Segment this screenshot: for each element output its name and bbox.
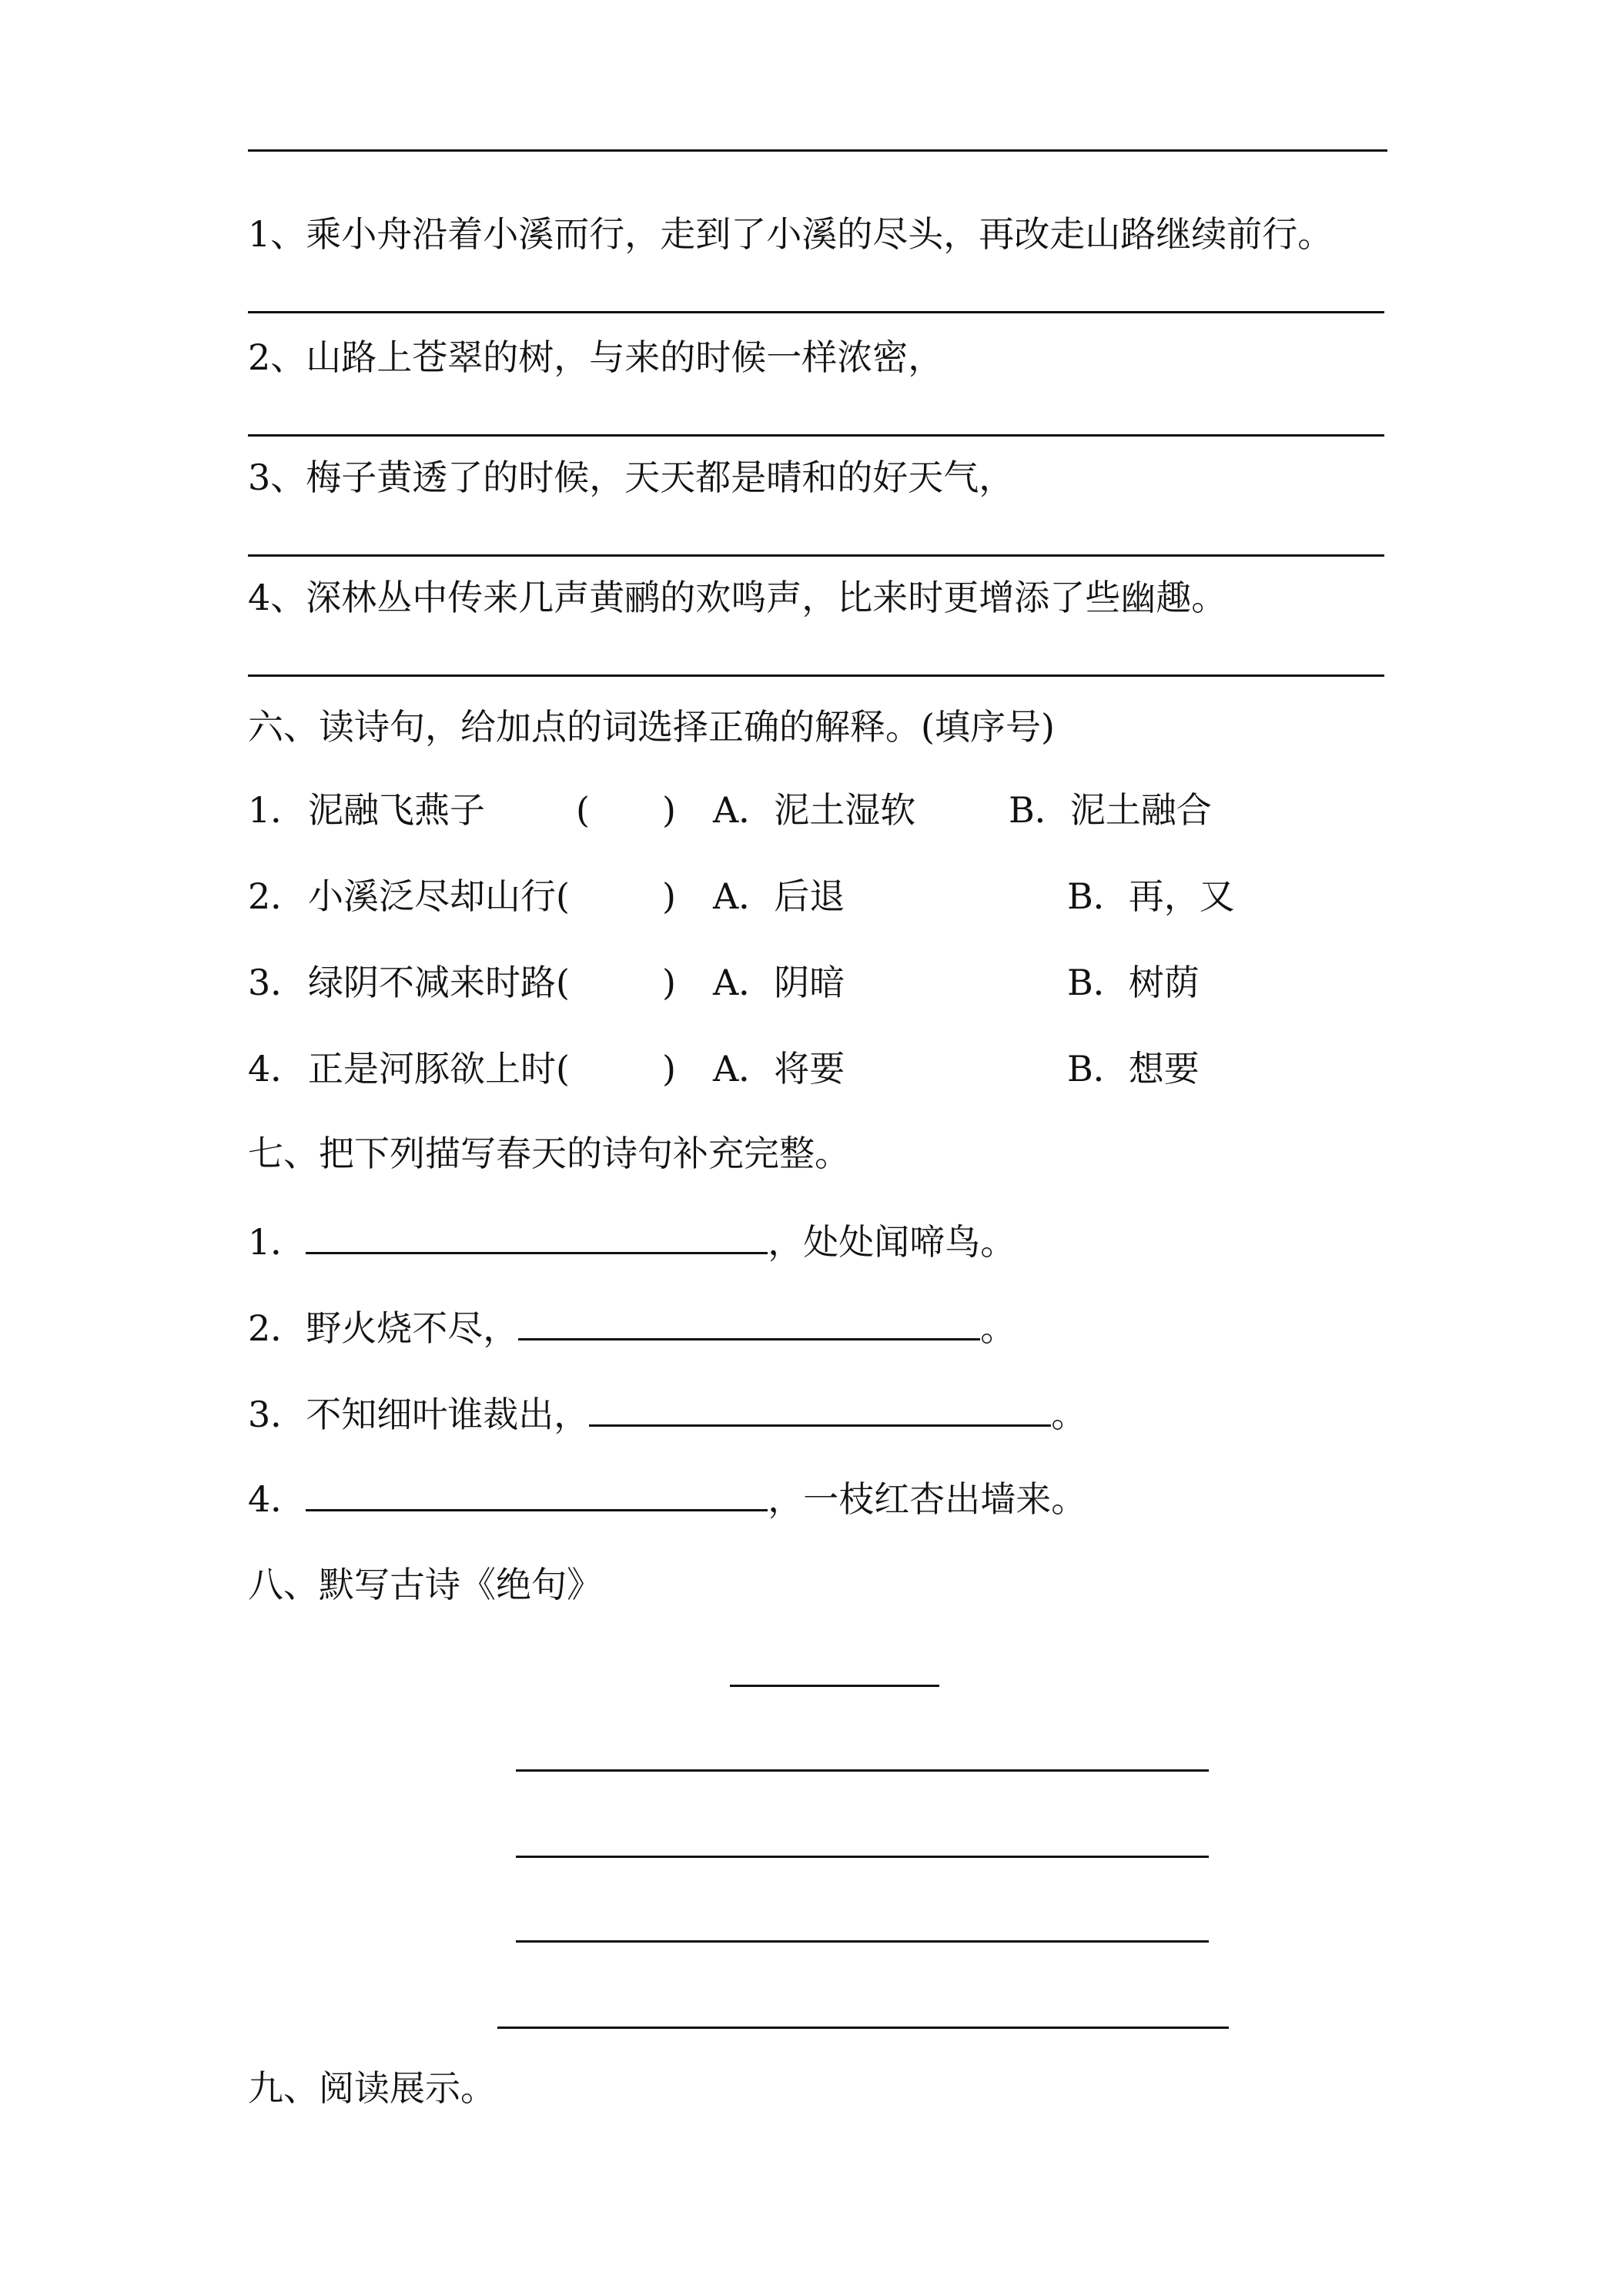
- fill-item-2: [248, 1304, 1016, 1351]
- before-text: 不知细叶谁裁出，: [306, 1394, 590, 1435]
- fill-item-4: [248, 1475, 1086, 1522]
- option-a: A．将要: [713, 1048, 845, 1089]
- fill-item-1: [248, 1218, 1016, 1265]
- answer-paren-close[interactable]: ): [662, 789, 676, 831]
- poem-line: 正是河豚欲上时(: [308, 1048, 570, 1089]
- sentence-2: 2、山路上苍翠的树，与来的时候一样浓密，: [248, 336, 944, 378]
- sentence-3: 3、梅子黄透了的时候，天天都是晴和的好天气，: [248, 457, 1015, 498]
- option-b: B．想要: [1067, 1048, 1200, 1089]
- option-b: B．再，又: [1067, 875, 1235, 917]
- answer-paren-close[interactable]: ): [662, 875, 676, 917]
- sentence-4: 4、深林丛中传来几声黄鹂的欢鸣声，比来时更增添了些幽趣。: [248, 577, 1227, 618]
- answer-line-2[interactable]: [248, 434, 1384, 437]
- fill-blank[interactable]: [306, 1475, 768, 1511]
- answer-paren-close[interactable]: ): [662, 962, 676, 1003]
- poem-line: 泥融飞燕子: [308, 789, 485, 831]
- question-number: 2．: [248, 875, 306, 917]
- fill-blank[interactable]: [306, 1218, 768, 1254]
- section-6-title: 六、读诗句，给加点的词选择正确的解释。(填序号): [248, 706, 1055, 748]
- poem-line: 小溪泛尽却山行(: [308, 875, 570, 917]
- answer-line-top[interactable]: [248, 149, 1387, 152]
- after-text: 。: [1051, 1394, 1087, 1435]
- fill-blank[interactable]: [518, 1304, 980, 1340]
- poem-line-1[interactable]: [516, 1769, 1209, 1772]
- option-a: A．后退: [713, 875, 845, 917]
- answer-line-3[interactable]: [248, 554, 1384, 557]
- section-8-title: 八、默写古诗《绝句》: [248, 1564, 602, 1605]
- item-number: 2．: [248, 1307, 306, 1349]
- poem-line-4[interactable]: [497, 2027, 1229, 2029]
- poem-line: 绿阴不减来时路(: [308, 962, 570, 1003]
- answer-paren-open[interactable]: (: [576, 789, 590, 831]
- option-a: A．泥土湿软: [713, 789, 916, 831]
- fill-blank[interactable]: [589, 1391, 1051, 1427]
- poem-line-2[interactable]: [516, 1856, 1209, 1858]
- question-number: 4．: [248, 1048, 306, 1089]
- item-number: 3．: [248, 1394, 306, 1435]
- section-7-title: 七、把下列描写春天的诗句补充完整。: [248, 1133, 850, 1174]
- after-text: ，一枝红杏出墙来。: [768, 1478, 1087, 1520]
- sentence-1: 1、乘小舟沿着小溪而行，走到了小溪的尽头，再改走山路继续前行。: [248, 213, 1334, 255]
- after-text: 。: [980, 1307, 1016, 1349]
- option-b: B．树荫: [1067, 962, 1200, 1003]
- question-number: 3．: [248, 962, 306, 1003]
- item-number: 4．: [248, 1478, 306, 1520]
- question-number: 1．: [248, 789, 306, 831]
- item-number: 1．: [248, 1221, 306, 1263]
- answer-paren-close[interactable]: ): [662, 1048, 676, 1089]
- section-9-title: 九、阅读展示。: [248, 2067, 496, 2109]
- option-b: B．泥土融合: [1009, 789, 1212, 831]
- before-text: 野火烧不尽，: [306, 1307, 519, 1349]
- poem-line-3[interactable]: [516, 1940, 1209, 1943]
- option-a: A．阴暗: [713, 962, 845, 1003]
- answer-line-4[interactable]: [248, 674, 1384, 677]
- answer-line-1[interactable]: [248, 311, 1384, 313]
- after-text: ，处处闻啼鸟。: [768, 1221, 1016, 1263]
- poem-title-line[interactable]: [730, 1685, 939, 1687]
- fill-item-3: [248, 1391, 1086, 1438]
